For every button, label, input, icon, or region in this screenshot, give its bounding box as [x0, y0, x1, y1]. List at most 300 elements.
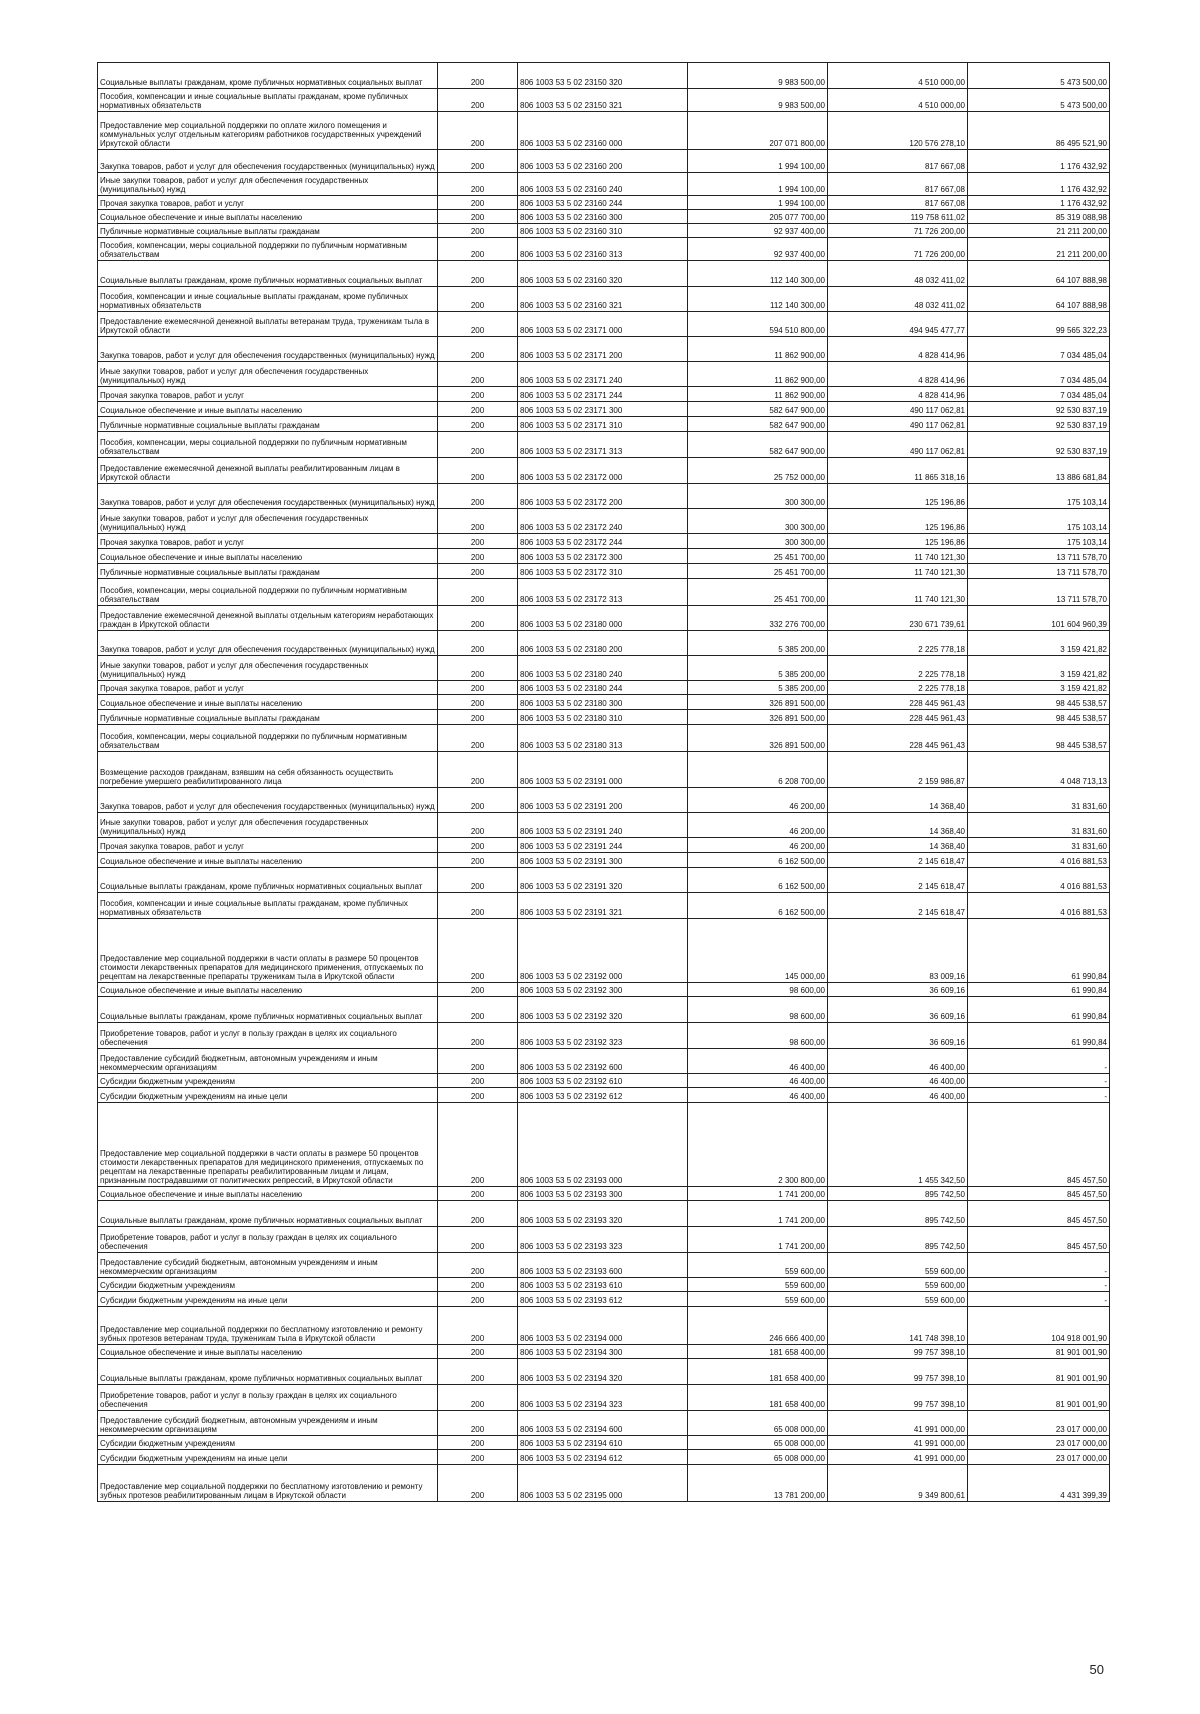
row-name: Пособия, компенсации, меры социальной поддержки по публичным нормативным обязательствам — [98, 238, 438, 261]
row-unexecuted-amount: 92 530 837,19 — [968, 417, 1110, 432]
row-budget-classification-code: 806 1003 53 5 02 23172 310 — [518, 564, 688, 579]
row-unexecuted-amount: 175 103,14 — [968, 534, 1110, 549]
row-unexecuted-amount: 4 016 881,53 — [968, 893, 1110, 919]
table-row — [98, 432, 1110, 458]
row-line-code: 200 — [438, 1359, 518, 1385]
row-unexecuted-amount: - — [968, 1292, 1110, 1307]
row-budget-classification-code: 806 1003 53 5 02 23171 244 — [518, 387, 688, 402]
row-budget-classification-code: 806 1003 53 5 02 23194 600 — [518, 1411, 688, 1436]
row-line-code: 200 — [438, 893, 518, 919]
row-name: Прочая закупка товаров, работ и услуг — [98, 534, 438, 549]
row-approved-amount: 5 385 200,00 — [688, 656, 828, 681]
table-row — [98, 983, 1110, 997]
row-line-code: 200 — [438, 788, 518, 813]
table-row — [98, 1292, 1110, 1307]
row-approved-amount: 300 300,00 — [688, 509, 828, 534]
row-approved-amount: 300 300,00 — [688, 534, 828, 549]
row-line-code: 200 — [438, 853, 518, 868]
table-row — [98, 579, 1110, 606]
row-budget-classification-code: 806 1003 53 5 02 23160 313 — [518, 238, 688, 261]
row-unexecuted-amount: 21 211 200,00 — [968, 224, 1110, 238]
row-budget-classification-code: 806 1003 53 5 02 23180 313 — [518, 725, 688, 752]
row-budget-classification-code: 806 1003 53 5 02 23171 240 — [518, 362, 688, 387]
row-name: Публичные нормативные социальные выплаты гражданам — [98, 224, 438, 238]
row-executed-amount: 230 671 739,61 — [828, 606, 968, 631]
row-unexecuted-amount: 64 107 888,98 — [968, 261, 1110, 287]
row-name: Публичные нормативные социальные выплаты гражданам — [98, 564, 438, 579]
row-budget-classification-code: 806 1003 53 5 02 23191 000 — [518, 752, 688, 788]
row-unexecuted-amount: 81 901 001,90 — [968, 1385, 1110, 1411]
row-unexecuted-amount: 85 319 088,98 — [968, 210, 1110, 224]
row-unexecuted-amount: 23 017 000,00 — [968, 1450, 1110, 1465]
row-line-code: 200 — [438, 509, 518, 534]
row-executed-amount: 2 145 618,47 — [828, 893, 968, 919]
table-row — [98, 484, 1110, 509]
row-executed-amount: 36 609,16 — [828, 1023, 968, 1049]
row-line-code: 200 — [438, 1411, 518, 1436]
row-name: Предоставление мер социальной поддержки по бесплатному изготовлению и ремонту зубных протезов ветеранам труда, труженикам тыла в Иркутской области — [98, 1307, 438, 1345]
row-unexecuted-amount: 101 604 960,39 — [968, 606, 1110, 631]
row-name: Предоставление мер социальной поддержки в части оплаты в размере 50 процентов стоимости лекарственных препаратов для медицинского применения, отпускаемых по рецептам на лекарственные препараты реабилитированным лицам и лицам, признанным пострадавшими от политических репрессий, в Иркутской области — [98, 1103, 438, 1187]
row-unexecuted-amount: 7 034 485,04 — [968, 362, 1110, 387]
row-name: Социальное обеспечение и иные выплаты населению — [98, 402, 438, 417]
row-name: Субсидии бюджетным учреждениям — [98, 1436, 438, 1450]
row-executed-amount: 11 740 121,30 — [828, 564, 968, 579]
table-row — [98, 173, 1110, 196]
row-unexecuted-amount: 98 445 538,57 — [968, 710, 1110, 725]
row-line-code: 200 — [438, 484, 518, 509]
row-executed-amount: 99 757 398,10 — [828, 1345, 968, 1359]
table-row — [98, 1411, 1110, 1436]
row-executed-amount: 125 196,86 — [828, 484, 968, 509]
row-name: Приобретение товаров, работ и услуг в пользу граждан в целях их социального обеспечения — [98, 1385, 438, 1411]
row-budget-classification-code: 806 1003 53 5 02 23171 200 — [518, 337, 688, 362]
row-executed-amount: 895 742,50 — [828, 1227, 968, 1253]
row-approved-amount: 145 000,00 — [688, 919, 828, 983]
row-name: Социальное обеспечение и иные выплаты населению — [98, 983, 438, 997]
row-budget-classification-code: 806 1003 53 5 02 23160 000 — [518, 112, 688, 150]
row-unexecuted-amount: 845 457,50 — [968, 1187, 1110, 1201]
row-line-code: 200 — [438, 1201, 518, 1227]
row-line-code: 200 — [438, 1292, 518, 1307]
row-approved-amount: 25 451 700,00 — [688, 579, 828, 606]
row-line-code: 200 — [438, 725, 518, 752]
table-row — [98, 1103, 1110, 1187]
row-budget-classification-code: 806 1003 53 5 02 23193 600 — [518, 1253, 688, 1278]
row-line-code: 200 — [438, 224, 518, 238]
row-approved-amount: 326 891 500,00 — [688, 710, 828, 725]
row-name: Приобретение товаров, работ и услуг в пользу граждан в целях их социального обеспечения — [98, 1227, 438, 1253]
row-line-code: 200 — [438, 432, 518, 458]
row-name: Социальное обеспечение и иные выплаты населению — [98, 210, 438, 224]
row-approved-amount: 6 208 700,00 — [688, 752, 828, 788]
row-unexecuted-amount: 64 107 888,98 — [968, 287, 1110, 312]
row-approved-amount: 1 994 100,00 — [688, 196, 828, 210]
row-unexecuted-amount: 4 016 881,53 — [968, 868, 1110, 893]
row-executed-amount: 4 510 000,00 — [828, 89, 968, 112]
row-approved-amount: 582 647 900,00 — [688, 432, 828, 458]
row-executed-amount: 494 945 477,77 — [828, 312, 968, 337]
row-approved-amount: 181 658 400,00 — [688, 1385, 828, 1411]
row-budget-classification-code: 806 1003 53 5 02 23172 240 — [518, 509, 688, 534]
row-approved-amount: 326 891 500,00 — [688, 695, 828, 710]
row-unexecuted-amount: 1 176 432,92 — [968, 196, 1110, 210]
row-approved-amount: 98 600,00 — [688, 1023, 828, 1049]
row-budget-classification-code: 806 1003 53 5 02 23191 300 — [518, 853, 688, 868]
table-row — [98, 606, 1110, 631]
row-approved-amount: 582 647 900,00 — [688, 417, 828, 432]
row-approved-amount: 25 451 700,00 — [688, 549, 828, 564]
row-executed-amount: 559 600,00 — [828, 1278, 968, 1292]
table-row — [98, 838, 1110, 853]
row-name: Пособия, компенсации, меры социальной поддержки по публичным нормативным обязательствам — [98, 579, 438, 606]
row-budget-classification-code: 806 1003 53 5 02 23193 323 — [518, 1227, 688, 1253]
table-row — [98, 1465, 1110, 1502]
row-name: Предоставление мер социальной поддержки по оплате жилого помещения и коммунальных услуг отдельным категориям работников государственных учреждений Иркутской области — [98, 112, 438, 150]
table-row — [98, 534, 1110, 549]
row-budget-classification-code: 806 1003 53 5 02 23194 000 — [518, 1307, 688, 1345]
table-row — [98, 853, 1110, 868]
row-executed-amount: 228 445 961,43 — [828, 710, 968, 725]
row-unexecuted-amount: - — [968, 1278, 1110, 1292]
row-unexecuted-amount: 104 918 001,90 — [968, 1307, 1110, 1345]
row-unexecuted-amount: 81 901 001,90 — [968, 1359, 1110, 1385]
row-approved-amount: 181 658 400,00 — [688, 1345, 828, 1359]
row-budget-classification-code: 806 1003 53 5 02 23150 320 — [518, 63, 688, 89]
row-executed-amount: 46 400,00 — [828, 1088, 968, 1103]
row-name: Субсидии бюджетным учреждениям — [98, 1278, 438, 1292]
table-row — [98, 725, 1110, 752]
table-row — [98, 238, 1110, 261]
row-budget-classification-code: 806 1003 53 5 02 23160 310 — [518, 224, 688, 238]
row-name: Прочая закупка товаров, работ и услуг — [98, 387, 438, 402]
table-row — [98, 813, 1110, 838]
table-row — [98, 1227, 1110, 1253]
row-executed-amount: 41 991 000,00 — [828, 1450, 968, 1465]
row-line-code: 200 — [438, 196, 518, 210]
row-executed-amount: 490 117 062,81 — [828, 402, 968, 417]
row-unexecuted-amount: 31 831,60 — [968, 788, 1110, 813]
row-line-code: 200 — [438, 362, 518, 387]
row-line-code: 200 — [438, 631, 518, 656]
table-row — [98, 63, 1110, 89]
row-line-code: 200 — [438, 89, 518, 112]
table-row — [98, 458, 1110, 484]
table-row — [98, 1201, 1110, 1227]
row-name: Социальные выплаты гражданам, кроме публичных нормативных социальных выплат — [98, 997, 438, 1023]
row-executed-amount: 817 667,08 — [828, 150, 968, 173]
row-approved-amount: 9 983 500,00 — [688, 89, 828, 112]
row-budget-classification-code: 806 1003 53 5 02 23192 000 — [518, 919, 688, 983]
row-name: Социальные выплаты гражданам, кроме публичных нормативных социальных выплат — [98, 261, 438, 287]
row-line-code: 200 — [438, 210, 518, 224]
row-unexecuted-amount: 61 990,84 — [968, 919, 1110, 983]
table-row — [98, 1278, 1110, 1292]
row-budget-classification-code: 806 1003 53 5 02 23191 244 — [518, 838, 688, 853]
row-approved-amount: 6 162 500,00 — [688, 868, 828, 893]
row-line-code: 200 — [438, 549, 518, 564]
row-approved-amount: 46 400,00 — [688, 1049, 828, 1074]
row-unexecuted-amount: 92 530 837,19 — [968, 432, 1110, 458]
row-executed-amount: 2 225 778,18 — [828, 681, 968, 695]
row-executed-amount: 99 757 398,10 — [828, 1385, 968, 1411]
row-budget-classification-code: 806 1003 53 5 02 23191 240 — [518, 813, 688, 838]
row-executed-amount: 41 991 000,00 — [828, 1436, 968, 1450]
row-executed-amount: 141 748 398,10 — [828, 1307, 968, 1345]
row-approved-amount: 25 451 700,00 — [688, 564, 828, 579]
row-executed-amount: 11 740 121,30 — [828, 579, 968, 606]
row-name: Предоставление субсидий бюджетным, автономным учреждениям и иным некоммерческим организациям — [98, 1253, 438, 1278]
row-name: Публичные нормативные социальные выплаты гражданам — [98, 710, 438, 725]
table-row — [98, 695, 1110, 710]
row-unexecuted-amount: 3 159 421,82 — [968, 681, 1110, 695]
row-unexecuted-amount: 23 017 000,00 — [968, 1411, 1110, 1436]
row-unexecuted-amount: 13 886 681,84 — [968, 458, 1110, 484]
row-line-code: 200 — [438, 1023, 518, 1049]
row-line-code: 200 — [438, 695, 518, 710]
row-budget-classification-code: 806 1003 53 5 02 23160 200 — [518, 150, 688, 173]
row-budget-classification-code: 806 1003 53 5 02 23180 310 — [518, 710, 688, 725]
row-line-code: 200 — [438, 813, 518, 838]
row-budget-classification-code: 806 1003 53 5 02 23192 320 — [518, 997, 688, 1023]
table-row — [98, 1049, 1110, 1074]
row-executed-amount: 2 159 986,87 — [828, 752, 968, 788]
row-approved-amount: 98 600,00 — [688, 983, 828, 997]
table-body — [98, 63, 1110, 1502]
row-unexecuted-amount: 31 831,60 — [968, 813, 1110, 838]
row-budget-classification-code: 806 1003 53 5 02 23194 323 — [518, 1385, 688, 1411]
row-line-code: 200 — [438, 1345, 518, 1359]
row-executed-amount: 71 726 200,00 — [828, 224, 968, 238]
row-line-code: 200 — [438, 387, 518, 402]
row-name: Предоставление ежемесячной денежной выплаты реабилитированным лицам в Иркутской области — [98, 458, 438, 484]
table-row — [98, 752, 1110, 788]
row-line-code: 200 — [438, 150, 518, 173]
row-name: Закупка товаров, работ и услуг для обеспечения государственных (муниципальных) нужд — [98, 484, 438, 509]
row-approved-amount: 6 162 500,00 — [688, 853, 828, 868]
row-approved-amount: 46 400,00 — [688, 1088, 828, 1103]
row-executed-amount: 4 828 414,96 — [828, 337, 968, 362]
row-approved-amount: 1 994 100,00 — [688, 173, 828, 196]
row-executed-amount: 48 032 411,02 — [828, 287, 968, 312]
row-line-code: 200 — [438, 173, 518, 196]
row-line-code: 200 — [438, 112, 518, 150]
row-name: Пособия, компенсации, меры социальной поддержки по публичным нормативным обязательствам — [98, 725, 438, 752]
row-name: Иные закупки товаров, работ и услуг для обеспечения государственных (муниципальных) нужд — [98, 813, 438, 838]
row-name: Пособия, компенсации и иные социальные выплаты гражданам, кроме публичных нормативных обязательств — [98, 893, 438, 919]
table-row — [98, 997, 1110, 1023]
row-budget-classification-code: 806 1003 53 5 02 23160 320 — [518, 261, 688, 287]
page-number: 50 — [1089, 1662, 1104, 1677]
row-executed-amount: 46 400,00 — [828, 1074, 968, 1088]
table-row — [98, 681, 1110, 695]
row-approved-amount: 5 385 200,00 — [688, 681, 828, 695]
row-name: Прочая закупка товаров, работ и услуг — [98, 681, 438, 695]
row-executed-amount: 125 196,86 — [828, 534, 968, 549]
row-line-code: 200 — [438, 1450, 518, 1465]
row-executed-amount: 14 368,40 — [828, 838, 968, 853]
row-executed-amount: 228 445 961,43 — [828, 695, 968, 710]
table-row — [98, 893, 1110, 919]
table-row — [98, 564, 1110, 579]
table-row — [98, 1187, 1110, 1201]
table-row — [98, 1088, 1110, 1103]
row-executed-amount: 817 667,08 — [828, 196, 968, 210]
table-row — [98, 549, 1110, 564]
row-budget-classification-code: 806 1003 53 5 02 23180 200 — [518, 631, 688, 656]
row-name: Субсидии бюджетным учреждениям — [98, 1074, 438, 1088]
row-executed-amount: 2 145 618,47 — [828, 868, 968, 893]
row-approved-amount: 112 140 300,00 — [688, 261, 828, 287]
budget-execution-table — [97, 62, 1110, 1502]
row-name: Пособия, компенсации, меры социальной поддержки по публичным нормативным обязательствам — [98, 432, 438, 458]
row-budget-classification-code: 806 1003 53 5 02 23193 000 — [518, 1103, 688, 1187]
row-approved-amount: 11 862 900,00 — [688, 387, 828, 402]
row-name: Пособия, компенсации и иные социальные выплаты гражданам, кроме публичных нормативных обязательств — [98, 287, 438, 312]
row-name: Закупка товаров, работ и услуг для обеспечения государственных (муниципальных) нужд — [98, 631, 438, 656]
row-approved-amount: 1 994 100,00 — [688, 150, 828, 173]
row-name: Возмещение расходов гражданам, взявшим на себя обязанность осуществить погребение умершего реабилитированного лица — [98, 752, 438, 788]
row-budget-classification-code: 806 1003 53 5 02 23192 300 — [518, 983, 688, 997]
row-name: Субсидии бюджетным учреждениям на иные цели — [98, 1450, 438, 1465]
row-budget-classification-code: 806 1003 53 5 02 23194 320 — [518, 1359, 688, 1385]
row-line-code: 200 — [438, 1074, 518, 1088]
row-budget-classification-code: 806 1003 53 5 02 23193 612 — [518, 1292, 688, 1307]
row-name: Закупка товаров, работ и услуг для обеспечения государственных (муниципальных) нужд — [98, 788, 438, 813]
table-row — [98, 261, 1110, 287]
row-budget-classification-code: 806 1003 53 5 02 23150 321 — [518, 89, 688, 112]
row-executed-amount: 4 510 000,00 — [828, 63, 968, 89]
row-budget-classification-code: 806 1003 53 5 02 23194 612 — [518, 1450, 688, 1465]
row-name: Иные закупки товаров, работ и услуг для обеспечения государственных (муниципальных) нужд — [98, 509, 438, 534]
row-line-code: 200 — [438, 417, 518, 432]
row-approved-amount: 1 741 200,00 — [688, 1201, 828, 1227]
row-budget-classification-code: 806 1003 53 5 02 23171 000 — [518, 312, 688, 337]
row-name: Предоставление мер социальной поддержки по бесплатному изготовлению и ремонту зубных протезов реабилитированным лицам в Иркутской области — [98, 1465, 438, 1502]
row-budget-classification-code: 806 1003 53 5 02 23160 321 — [518, 287, 688, 312]
row-approved-amount: 2 300 800,00 — [688, 1103, 828, 1187]
row-budget-classification-code: 806 1003 53 5 02 23180 240 — [518, 656, 688, 681]
row-name: Социальное обеспечение и иные выплаты населению — [98, 1345, 438, 1359]
row-budget-classification-code: 806 1003 53 5 02 23160 244 — [518, 196, 688, 210]
table-row — [98, 387, 1110, 402]
row-executed-amount: 817 667,08 — [828, 173, 968, 196]
row-line-code: 200 — [438, 1187, 518, 1201]
row-approved-amount: 65 008 000,00 — [688, 1411, 828, 1436]
row-line-code: 200 — [438, 534, 518, 549]
row-budget-classification-code: 806 1003 53 5 02 23192 610 — [518, 1074, 688, 1088]
table-row — [98, 196, 1110, 210]
table-row — [98, 1450, 1110, 1465]
row-budget-classification-code: 806 1003 53 5 02 23171 300 — [518, 402, 688, 417]
row-name: Пособия, компенсации и иные социальные выплаты гражданам, кроме публичных нормативных обязательств — [98, 89, 438, 112]
row-name: Закупка товаров, работ и услуг для обеспечения государственных (муниципальных) нужд — [98, 150, 438, 173]
row-line-code: 200 — [438, 63, 518, 89]
row-name: Предоставление ежемесячной денежной выплаты отдельным категориям неработающих граждан в Иркутской области — [98, 606, 438, 631]
row-executed-amount: 119 758 611,02 — [828, 210, 968, 224]
row-budget-classification-code: 806 1003 53 5 02 23180 244 — [518, 681, 688, 695]
row-budget-classification-code: 806 1003 53 5 02 23193 320 — [518, 1201, 688, 1227]
row-unexecuted-amount: 23 017 000,00 — [968, 1436, 1110, 1450]
row-budget-classification-code: 806 1003 53 5 02 23172 244 — [518, 534, 688, 549]
table-row — [98, 1023, 1110, 1049]
table-row — [98, 210, 1110, 224]
row-name: Социальное обеспечение и иные выплаты населению — [98, 853, 438, 868]
row-name: Предоставление ежемесячной денежной выплаты ветеранам труда, труженикам тыла в Иркутской области — [98, 312, 438, 337]
row-budget-classification-code: 806 1003 53 5 02 23193 300 — [518, 1187, 688, 1201]
row-line-code: 200 — [438, 681, 518, 695]
row-executed-amount: 36 609,16 — [828, 997, 968, 1023]
row-executed-amount: 125 196,86 — [828, 509, 968, 534]
table-row — [98, 1345, 1110, 1359]
row-executed-amount: 14 368,40 — [828, 813, 968, 838]
row-approved-amount: 332 276 700,00 — [688, 606, 828, 631]
row-name: Предоставление мер социальной поддержки в части оплаты в размере 50 процентов стоимости лекарственных препаратов для медицинского применения, отпускаемых по рецептам на лекарственные препараты труженикам тыла в Иркутской области — [98, 919, 438, 983]
row-executed-amount: 490 117 062,81 — [828, 432, 968, 458]
row-executed-amount: 11 740 121,30 — [828, 549, 968, 564]
row-line-code: 200 — [438, 1307, 518, 1345]
row-unexecuted-amount: 86 495 521,90 — [968, 112, 1110, 150]
row-name: Социальные выплаты гражданам, кроме публичных нормативных социальных выплат — [98, 868, 438, 893]
table-row — [98, 337, 1110, 362]
row-unexecuted-amount: 845 457,50 — [968, 1201, 1110, 1227]
row-executed-amount: 2 225 778,18 — [828, 656, 968, 681]
row-executed-amount: 36 609,16 — [828, 983, 968, 997]
row-line-code: 200 — [438, 287, 518, 312]
table-row — [98, 919, 1110, 983]
row-approved-amount: 1 741 200,00 — [688, 1187, 828, 1201]
row-name: Предоставление субсидий бюджетным, автономным учреждениям и иным некоммерческим организациям — [98, 1049, 438, 1074]
row-name: Прочая закупка товаров, работ и услуг — [98, 196, 438, 210]
table-row — [98, 312, 1110, 337]
row-approved-amount: 92 937 400,00 — [688, 224, 828, 238]
row-budget-classification-code: 806 1003 53 5 02 23172 000 — [518, 458, 688, 484]
row-name: Социальные выплаты гражданам, кроме публичных нормативных социальных выплат — [98, 63, 438, 89]
table-row — [98, 417, 1110, 432]
table-row — [98, 788, 1110, 813]
row-line-code: 200 — [438, 656, 518, 681]
row-approved-amount: 1 741 200,00 — [688, 1227, 828, 1253]
row-approved-amount: 46 200,00 — [688, 838, 828, 853]
row-name: Приобретение товаров, работ и услуг в пользу граждан в целях их социального обеспечения — [98, 1023, 438, 1049]
table-row — [98, 402, 1110, 417]
row-unexecuted-amount: 99 565 322,23 — [968, 312, 1110, 337]
row-name: Социальные выплаты гражданам, кроме публичных нормативных социальных выплат — [98, 1201, 438, 1227]
row-budget-classification-code: 806 1003 53 5 02 23194 300 — [518, 1345, 688, 1359]
row-approved-amount: 46 200,00 — [688, 813, 828, 838]
row-budget-classification-code: 806 1003 53 5 02 23192 600 — [518, 1049, 688, 1074]
row-line-code: 200 — [438, 1103, 518, 1187]
row-unexecuted-amount: 13 711 578,70 — [968, 564, 1110, 579]
row-approved-amount: 11 862 900,00 — [688, 362, 828, 387]
row-executed-amount: 895 742,50 — [828, 1187, 968, 1201]
row-name: Закупка товаров, работ и услуг для обеспечения государственных (муниципальных) нужд — [98, 337, 438, 362]
row-approved-amount: 46 400,00 — [688, 1074, 828, 1088]
table-row — [98, 1385, 1110, 1411]
table-row — [98, 1307, 1110, 1345]
table-row — [98, 287, 1110, 312]
row-executed-amount: 9 349 800,61 — [828, 1465, 968, 1502]
row-line-code: 200 — [438, 312, 518, 337]
row-line-code: 200 — [438, 1227, 518, 1253]
row-unexecuted-amount: 175 103,14 — [968, 509, 1110, 534]
row-budget-classification-code: 806 1003 53 5 02 23172 300 — [518, 549, 688, 564]
table-row — [98, 362, 1110, 387]
row-executed-amount: 490 117 062,81 — [828, 417, 968, 432]
row-unexecuted-amount: 61 990,84 — [968, 997, 1110, 1023]
row-approved-amount: 11 862 900,00 — [688, 337, 828, 362]
row-budget-classification-code: 806 1003 53 5 02 23195 000 — [518, 1465, 688, 1502]
